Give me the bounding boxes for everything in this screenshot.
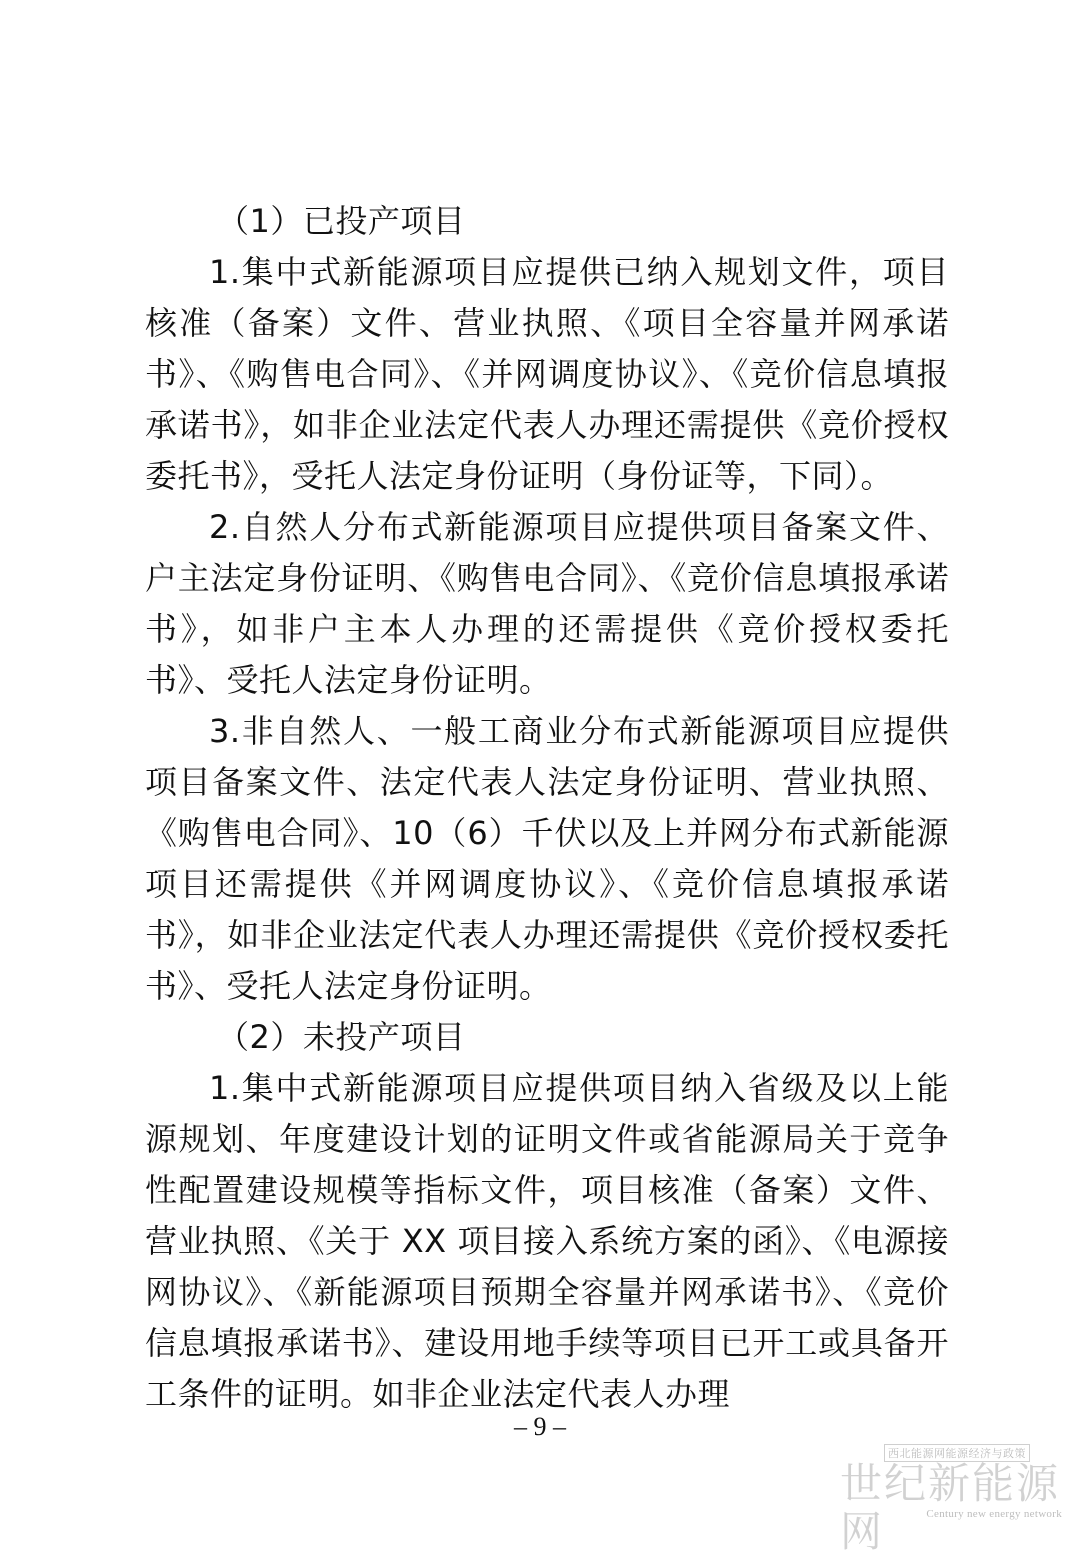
document-body [145,196,949,1420]
watermark-top-text: 西北能源网能源经济与政策 [884,1444,1030,1462]
page-number: – 9 – [514,1412,566,1441]
section-heading-commissioned: （1）已投产项目 [217,202,466,240]
watermark-logo [840,1436,1076,1556]
section-heading-not-commissioned: （2）未投产项目 [217,1018,466,1056]
paragraph-centralized-not-commissioned: 1.集中式新能源项目应提供项目纳入省级及以上能源规划、年度建设计划的证明文件或省能源局关于竞争性配置建设规模等指标文件，项目核准（备案）文件、营业执照、《关于 XX 项目接入系统方案的函》、《电源接网协议》、《新能源项目预期全容量并网承诺书》、《竞价信息填报承诺书》、建设用地手续等项目已开工或具备开工条件的证明。如非企业法定代表人办理 [145,1069,949,1413]
paragraph-natural-person-distributed: 2.自然人分布式新能源项目应提供项目备案文件、户主法定身份证明、《购售电合同》、《竞价信息填报承诺书》，如非户主本人办理的还需提供《竞价授权委托书》、受托人法定身份证明。 [145,508,949,699]
paragraph-centralized-commissioned: 1.集中式新能源项目应提供已纳入规划文件，项目核准（备案）文件、营业执照、《项目全容量并网承诺书》、《购售电合同》、《并网调度协议》、《竞价信息填报承诺书》，如非企业法定代表人办理还需提供《竞价授权委托书》，受托人法定身份证明（身份证等，下同）。 [145,253,949,495]
paragraph-commercial-distributed: 3.非自然人、一般工商业分布式新能源项目应提供项目备案文件、法定代表人法定身份证明、营业执照、《购售电合同》、10（6）千伏以及上并网分布式新能源项目还需提供《并网调度协议》、《竞价信息填报承诺书》，如非企业法定代表人办理还需提供《竞价授权委托书》、受托人法定身份证明。 [145,712,949,1005]
watermark-main-text: 世纪新能源网 [840,1459,1061,1556]
watermark-sub-text: Century new energy network [926,1508,1062,1520]
